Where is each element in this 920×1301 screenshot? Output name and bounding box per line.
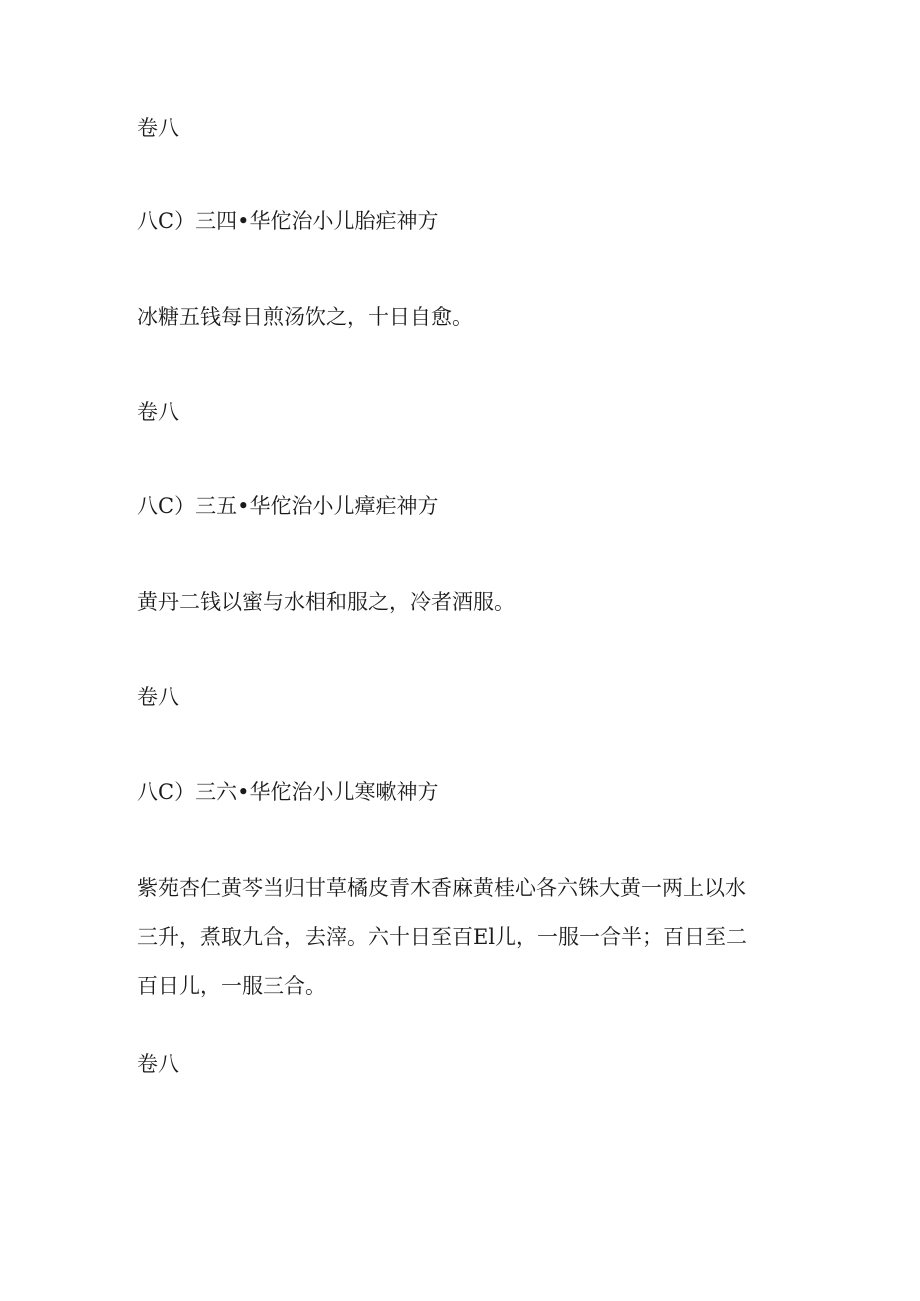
section-heading: 八C）三四•华佗治小儿胎疟神方 [137,209,439,233]
volume-label: 卷八 [137,1052,179,1076]
volume-label: 卷八 [137,116,179,140]
body-line: 黄丹二钱以蜜与水相和服之，冷者酒服。 [137,590,515,614]
section-heading: 八C）三六•华佗治小儿寒嗽神方 [137,780,439,804]
body-line: 三升，煮取九合，去滓。六十日至百El儿，一服一合半；百日至二 [137,925,748,949]
body-paragraph [137,590,797,639]
volume-label: 卷八 [137,685,179,709]
body-line: 百日儿，一服三合。 [137,974,326,998]
section-heading: 八C）三五•华佗治小儿瘴疟神方 [137,494,439,518]
body-paragraph [137,876,797,1023]
body-line: 紫苑杏仁黄芩当归甘草橘皮青木香麻黄桂心各六铢大黄一两上以水 [137,876,746,900]
body-paragraph [137,305,797,354]
volume-label: 卷八 [137,400,179,424]
body-line: 冰糖五钱每日煎汤饮之，十日自愈。 [137,305,473,329]
